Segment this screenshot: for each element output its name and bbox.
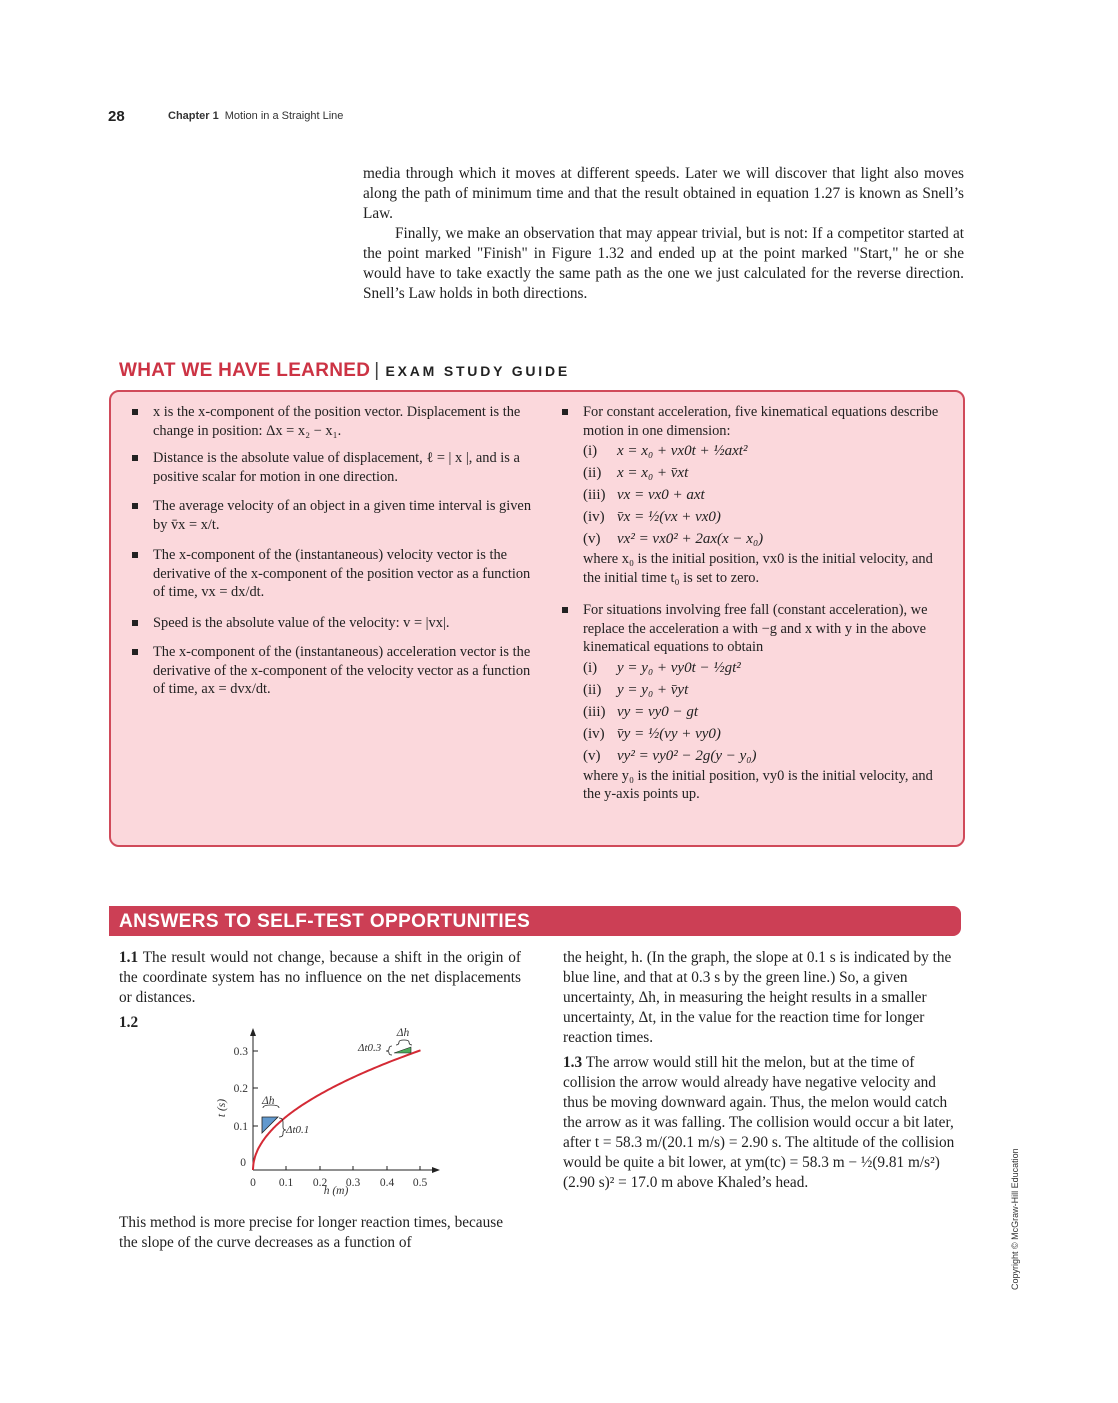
y-tick-label: 0 bbox=[240, 1157, 246, 1169]
brace-top-h bbox=[396, 1040, 412, 1045]
equation-row: (v) vy² = vy0² − 2g(y − y₀) bbox=[583, 747, 757, 764]
x-tick-label: 0.5 bbox=[412, 1177, 428, 1189]
y-tick-label: 0.2 bbox=[233, 1083, 248, 1095]
freefall-note: where y₀ is the initial position, vy0 is the initial velocity, and the y-axis points up. bbox=[583, 767, 933, 802]
list-item bbox=[583, 601, 951, 804]
list-item: The x-component of the (instantaneous) velocity vector is the derivative of the x-component of the position vector as a function of time, vx = dx/dt. bbox=[153, 546, 533, 602]
equation-row: (ii) x = x₀ + v̄xt bbox=[583, 465, 689, 481]
delta-h-label-low: Δh bbox=[262, 1095, 275, 1107]
list-item: The x-component of the (instantaneous) acceleration vector is the derivative of the x-component of the velocity vector as a function of time, ax = dvx/dt. bbox=[153, 643, 533, 699]
intro-paragraph-1: media through which it moves at different speeds. Later we will discover that light also moves along the path of minimum time and that the result obtained in equation 1.27 is known as Snell’s Law. bbox=[363, 165, 964, 222]
delta-h-label-top: Δh bbox=[396, 1027, 410, 1039]
kinematics-intro: For constant acceleration, five kinematical equations describe motion in one dimension: bbox=[583, 404, 939, 439]
intro-paragraph-2: Finally, we make an observation that may appear trivial, but is not: If a competitor started at the point marked "Finish" in Figure 1.32 and ended up at the point marked "Start," he or she would have to take exactly the same path as the one we just calculated for the reverse direction. Snell’s Law holds in both directions. bbox=[363, 225, 964, 302]
slope-triangle-green bbox=[394, 1047, 411, 1053]
x-tick-label: 0.1 bbox=[278, 1177, 294, 1189]
reaction-time-graph bbox=[200, 1020, 450, 1200]
curve-line bbox=[253, 1050, 421, 1170]
running-header bbox=[168, 110, 343, 122]
answer-1-3 bbox=[563, 1053, 965, 1193]
x-axis-arrow bbox=[432, 1167, 440, 1173]
page-number: 28 bbox=[108, 108, 125, 125]
answer-1-2-label: 1.2 bbox=[119, 1014, 139, 1031]
list-item: Speed is the absolute value of the velocity: v = |vx|. bbox=[153, 614, 533, 633]
copyright-notice: Copyright © McGraw-Hill Education bbox=[1010, 1148, 1020, 1290]
answers-heading-bar bbox=[109, 906, 961, 936]
y-tick-label: 0.1 bbox=[233, 1121, 248, 1133]
y-tick-label: 0.3 bbox=[233, 1046, 248, 1058]
chapter-title: Motion in a Straight Line bbox=[224, 110, 344, 122]
equation-row: (i) y = y₀ + vy0t − ½gt² bbox=[583, 659, 741, 676]
delta-t-label-low: Δt0.1 bbox=[286, 1124, 310, 1136]
equation-row: (iii) vx = vx0 + axt bbox=[583, 487, 705, 503]
equation-row: (ii) y = y₀ + v̄yt bbox=[583, 681, 689, 698]
answer-text: The arrow would still hit the melon, but at the time of collision the arrow would already have negative velocity and thus be moving downward again. Thus, the melon would catch the arrow as it was falling. The collision would occur a bit later, after t = 58.3 m/(20.1 m/s) = 2.90 s. The altitude of the collision would be quite a bit lower, at ym(tc) = 58.3 m − ½(9.81 m/s²)(2.90 s)² = 17.0 m above Khaled’s head. bbox=[563, 1054, 955, 1191]
equation-row: (i) x = x₀ + vx0t + ½axt² bbox=[583, 443, 748, 459]
answers-title: ANSWERS TO SELF-TEST OPPORTUNITIES bbox=[119, 911, 531, 932]
x-axis-label: h (m) bbox=[323, 1185, 349, 1197]
list-item bbox=[583, 403, 951, 587]
x-tick-label: 0.4 bbox=[379, 1177, 395, 1189]
equation-row: (iv) v̄y = ½(vy + vy0) bbox=[583, 725, 721, 742]
answer-1-1 bbox=[119, 948, 521, 1008]
kinematics-note: where x₀ is the initial position, vx0 is the initial velocity, and the initial time t₀ is set to zero. bbox=[583, 551, 933, 586]
delta-t-label-top: Δt0.3 bbox=[358, 1042, 382, 1054]
list-item: x is the x-component of the position vector. Displacement is the change in position: Δx = x₂ − x₁. bbox=[153, 403, 533, 440]
x-tick-label: 0.2 bbox=[312, 1177, 328, 1189]
learned-subtitle: EXAM STUDY GUIDE bbox=[385, 363, 571, 379]
list-item: Distance is the absolute value of displacement, ℓ = | x |, and is a positive scalar for motion in one direction. bbox=[153, 449, 533, 486]
freefall-intro: For situations involving free fall (constant acceleration), we replace the acceleration a with −g and x with y in the above kinematical equations to obtain bbox=[583, 602, 928, 655]
y-axis-arrow bbox=[250, 1028, 256, 1036]
y-axis-label: t (s) bbox=[216, 1098, 228, 1118]
equation-row: (v) vx² = vx0² + 2ax(x − x₀) bbox=[583, 531, 764, 547]
learned-title: WHAT WE HAVE LEARNED bbox=[119, 360, 371, 381]
brace-top-v bbox=[386, 1046, 392, 1055]
list-item: The average velocity of an object in a given time interval is given by v̄x = x/t. bbox=[153, 498, 532, 533]
answer-1-2-text: This method is more precise for longer reaction times, because the slope of the curve decreases as a function of bbox=[119, 1214, 503, 1251]
x-tick-label: 0 bbox=[250, 1177, 256, 1189]
answer-text: The result would not change, because a shift in the origin of the coordinate system has no influence on the net displacements or distances. bbox=[119, 949, 521, 1006]
study-guide-left-column bbox=[153, 403, 533, 699]
x-tick-label: 0.3 bbox=[345, 1177, 361, 1189]
study-guide-right-column bbox=[583, 403, 951, 804]
answer-1-2-continued: the height, h. (In the graph, the slope at 0.1 s is indicated by the blue line, and that at 0.3 s by the green line.) So, a given uncertainty, Δh, in measuring the height results in a smaller uncertainty, Δt, in the value for the reaction time for longer reaction times. bbox=[563, 949, 952, 1046]
equation-row: (iii) vy = vy0 − gt bbox=[583, 703, 699, 720]
answer-number: 1.3 bbox=[563, 1054, 583, 1071]
answer-number: 1.1 bbox=[119, 949, 139, 966]
equation-row: (iv) v̄x = ½(vx + vx0) bbox=[583, 509, 721, 525]
intro-text bbox=[363, 164, 964, 304]
learned-heading: WHAT WE HAVE LEARNED | EXAM STUDY GUIDE bbox=[119, 360, 571, 381]
chapter-label: Chapter 1 bbox=[168, 110, 219, 122]
